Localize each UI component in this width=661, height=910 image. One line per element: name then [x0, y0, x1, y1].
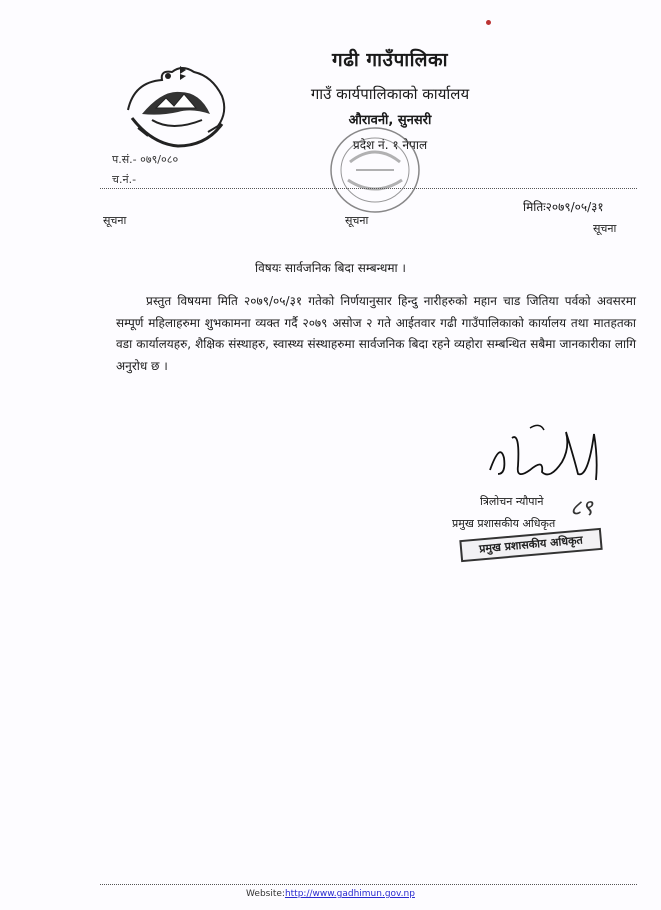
round-office-stamp — [320, 122, 430, 218]
org-name: गढी गाउँपालिका — [332, 49, 448, 71]
handwritten-signature — [470, 418, 610, 488]
ink-mark — [486, 20, 491, 25]
province: प्रदेश नं. १ नेपाल — [352, 138, 428, 152]
header-divider — [100, 188, 637, 189]
footer-divider — [100, 884, 637, 885]
designation-stamp: प्रमुख प्रशासकीय अधिकृत — [459, 528, 602, 562]
website-label: Website: — [246, 889, 285, 899]
notice-label-center: सूचना — [345, 214, 369, 227]
handwritten-number: ८९ — [570, 496, 593, 521]
office-location: औरावनी, सुनसरी — [348, 113, 432, 128]
office-name: गाउँ कार्यपालिकाको कार्यालय — [310, 85, 470, 103]
body-paragraph: प्रस्तुत विषयमा मिति २०७९/०५/३१ गतेको निर्णयानुसार हिन्दु नारीहरुको महान चाड जितिया पर्वको अवसरमा सम्पूर्ण महिलाहरुमा शुभकामना व्यक्त गर्दै २०७९ असोज २ गते आईतवार गढी गाउँपालिकाको कार्यालय तथा मातहतका वडा कार्यालयहरु, शैक्षिक संस्थाहरु, स्वास्थ्य संस्थाहरुमा सार्वजनिक बिदा रहने व्यहोरा सम्बन्धित सबैमा जानकारीका लागि अनुरोध छ । — [116, 294, 636, 373]
letter-number: प.सं.- ०७९/०८० — [112, 153, 179, 166]
dispatch-number: च.नं.- — [112, 173, 137, 186]
subject-line: विषयः सार्वजनिक बिदा सम्बन्धमा । — [255, 261, 406, 275]
signer-title: प्रमुख प्रशासकीय अधिकृत — [452, 517, 556, 530]
footer-website — [0, 889, 661, 899]
website-link[interactable]: http://www.gadhimun.gov.np — [284, 889, 415, 899]
nepal-emblem-icon — [122, 62, 232, 152]
letter-date: मितिः२०७९/०५/३१ — [523, 200, 604, 214]
notice-label-right: सूचना — [593, 222, 617, 235]
notice-label-left: सूचना — [103, 214, 127, 227]
signer-name: त्रिलोचन न्यौपाने — [480, 495, 544, 508]
